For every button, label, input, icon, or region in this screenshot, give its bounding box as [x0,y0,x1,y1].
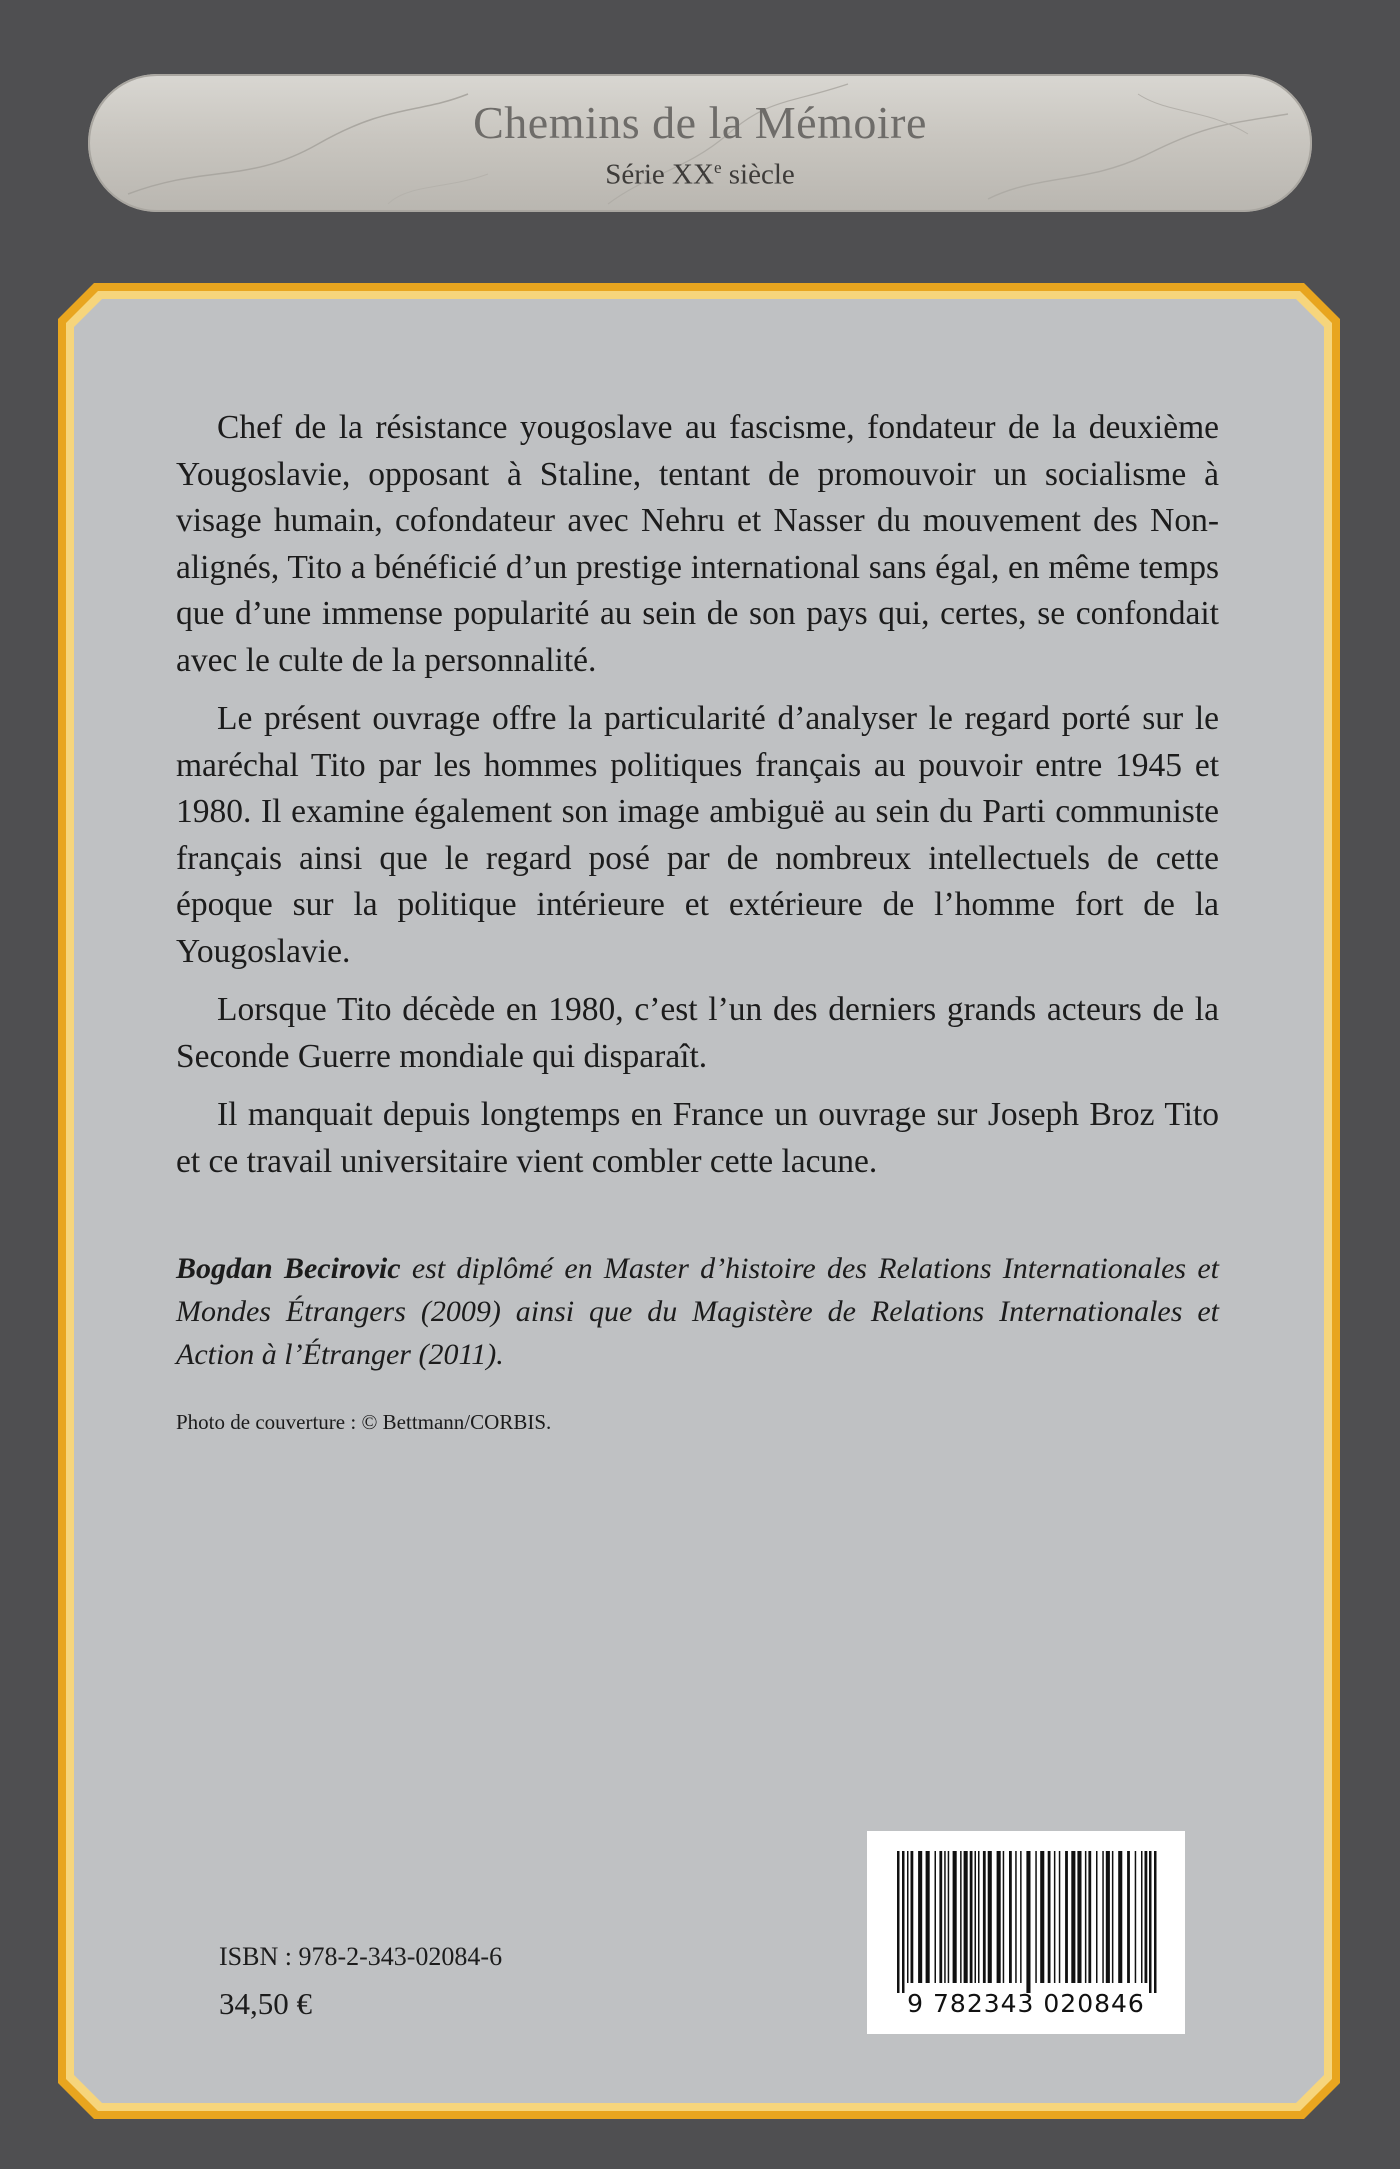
barcode-bar [1071,1851,1075,1983]
barcode-bar [926,1851,930,1983]
barcode-bar [960,1851,962,1983]
barcode-bar [902,1851,905,1993]
barcode-digits: 9 782343 020846 [907,1989,1145,2018]
barcode-bar [1141,1851,1143,1983]
barcode-bar [988,1851,992,1983]
barcode-bar [1020,1851,1022,1983]
barcode-bar [911,1851,914,1983]
barcode-bar [970,1851,973,1983]
barcode-bar [1040,1851,1044,1983]
barcode-bar [1112,1851,1114,1983]
barcode-bar [964,1851,968,1983]
barcode-bar [1118,1851,1122,1983]
series-banner [88,74,1312,212]
summary-paragraph: Chef de la résistance yougoslave au fascisme, fondateur de la deuxième Yougoslavie, opposant à Staline, tentant de promouvoir un socialisme à visage humain, cofondateur avec Nehru et Nasser du mouvement des Non-alignés, Tito a bénéficié d’un prestige international sans égal, en même temps que d’une immense popularité au sein de son pays qui, certes, se confondait avec le culte de la personnalité. [176,409,1219,679]
barcode-bar [1088,1851,1091,1983]
barcode-bar [948,1851,950,1983]
barcode-bar [1102,1851,1104,1983]
summary-paragraph: Le présent ouvrage offre la particularité d’analyser le regard porté sur le maréchal Tito par les hommes politiques français au pouvoir entre 1945 et 1980. Il examine également son image ambiguë au sein du Parti communiste français ainsi que le regard posé par de nombreux intellectuels de cette époque sur la politique intérieure et extérieure de l’homme fort de la Yougoslavie. [176,700,1219,970]
barcode-bar [978,1851,980,1983]
barcode-bar [1145,1851,1148,1983]
barcode-bar [1149,1851,1152,1993]
barcode-bar [1009,1851,1012,1983]
photo-credit: Photo de couverture : © Bettmann/CORBIS. [176,1410,552,1434]
series-subtitle: Série XXe siècle [605,158,795,191]
barcode-bar [1026,1851,1030,1993]
barcode-bar [1106,1851,1110,1983]
barcode-bar [907,1851,909,1983]
isbn: ISBN : 978-2-343-02084-6 [219,1942,503,1971]
barcode-bar [935,1851,937,1983]
barcode-bar [1077,1851,1081,1983]
barcode-bar [1035,1851,1037,1983]
barcode-bar [1154,1851,1157,1993]
barcode-bar [1054,1851,1056,1983]
barcode-bar [1127,1851,1130,1983]
barcode-bar [1015,1851,1017,1983]
barcode-bar [1085,1851,1087,1983]
barcode-bar [939,1851,942,1983]
barcode-bar [975,1851,977,1983]
barcode-bar [983,1851,986,1983]
author-bio [176,1247,1219,1376]
barcode-bar [953,1851,957,1983]
barcode-bar [1135,1851,1137,1983]
barcode-bar [897,1851,900,1993]
author-description: est diplômé en Master d’histoire des Relations Internationales et Mondes Étrangers (2009) ainsi que du Magistère de Relations Internationales et Action à l’Étranger (2011). [176,1252,1219,1371]
barcode-bar [997,1851,1001,1983]
barcode-bar [918,1851,922,1983]
summary-text [176,405,1219,1197]
barcode-bar [944,1851,946,1983]
author-name: Bogdan Becirovic [176,1252,401,1285]
barcode-bar [1003,1851,1005,1983]
barcode-bar [1096,1851,1098,1983]
series-title: Chemins de la Mémoire [473,97,927,148]
summary-paragraph: Il manquait depuis longtemps en France un ouvrage sur Joseph Broz Tito et ce travail universitaire vient combler cette lacune. [176,1096,1219,1180]
barcode [867,1831,1185,2034]
price: 34,50 € [219,1986,312,2021]
barcode-bar [1048,1851,1051,1983]
barcode-bar [1059,1851,1061,1983]
summary-paragraph: Lorsque Tito décède en 1980, c’est l’un des derniers grands acteurs de la Seconde Guerre mondiale qui disparaît. [176,991,1219,1075]
barcode-bar [1065,1851,1068,1983]
